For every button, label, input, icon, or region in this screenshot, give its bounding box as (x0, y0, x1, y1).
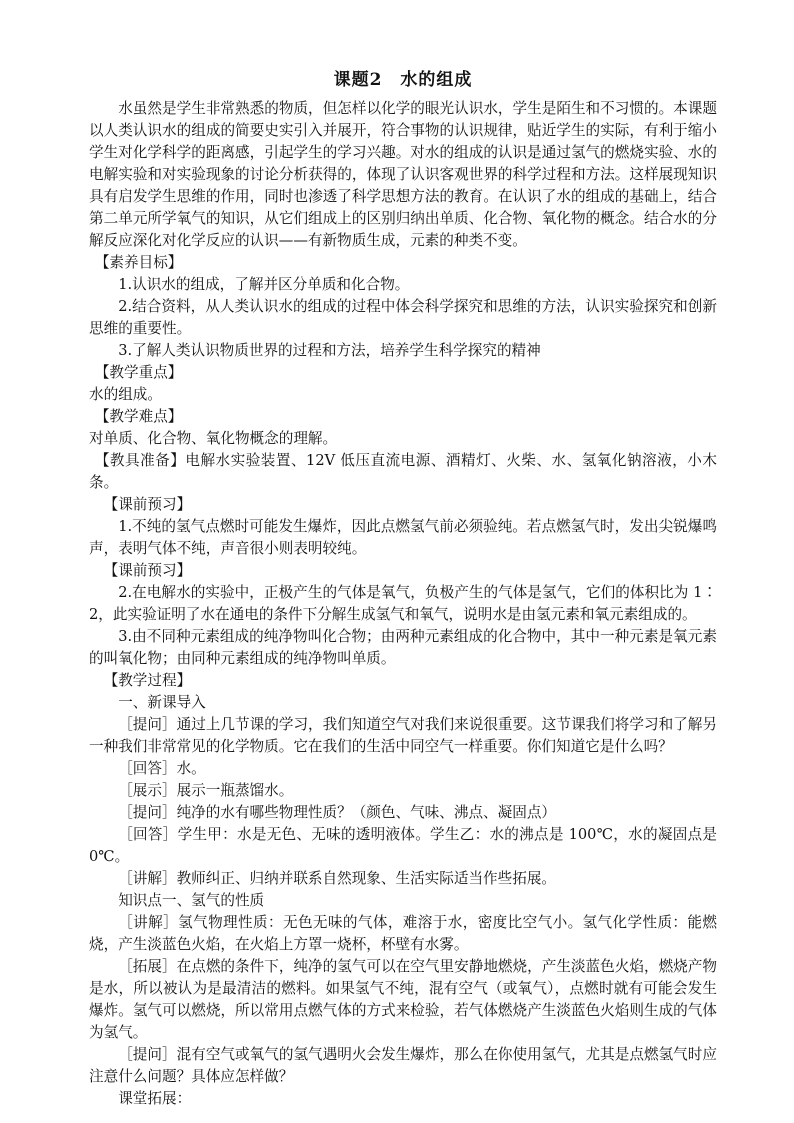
page-title: 课题2 水的组成 (333, 70, 473, 90)
materials-heading: 【教具准备】 (94, 452, 186, 469)
goals-heading: 【素养目标】 (94, 254, 183, 271)
intro-paragraph: 水虽然是学生非常熟悉的物质，但怎样以化学的眼光认识水，学生是陌生和不习惯的。本课题以人类认识水的组成的简要史实引入并展开，符合事物的认识规律，贴近学生的实际，有利于缩小学生对化学科学的距离感，引起学生的学习兴趣。对水的组成的认识是通过氢气的燃烧实验、水的电解实验和对实验现象的讨论分析获得的，体现了认识客观世界的科学过程和方法。这样展现知识具有启发学生思维的作用，同时也渗透了科学思想方法的教育。在认识了水的组成的基础上，结合第二单元所学氧气的知识，从它们组成上的区别归纳出单质、化合物、氧化物的概念。结合水的分解反应深化对化学反应的认识——有新物质生成，元素的种类不变。 (89, 100, 717, 249)
difficulty-heading: 【教学难点】 (94, 408, 183, 425)
process-line-4: ［提问］纯净的水有哪些物理性质？（颜色、气味、沸点、凝固点） (118, 804, 557, 821)
preview1-heading: 【课前预习】 (103, 496, 192, 513)
process-line-1: ［提问］通过上几节课的学习，我们知道空气对我们来说很重要。这节课我们将学习和了解另一种我们非常常见的化学物质。它在我们的生活中同空气一样重要。你们知道它是什么吗？ (89, 716, 717, 755)
materials-text: 电解水实验装置、12V 低压直流电源、酒精灯、火柴、水、氢氧化钠溶液，小木条。 (89, 452, 717, 491)
process-line-5: ［回答］学生甲：水是无色、无味的透明液体。学生乙：水的沸点是 100℃，水的凝固点是 0℃。 (89, 826, 717, 865)
classroom-extension: 课堂拓展： (118, 1090, 192, 1107)
section-new-lesson: 一、新课导入 (118, 694, 206, 711)
key-point-heading: 【教学重点】 (94, 364, 183, 381)
hydrogen-line-2: ［拓展］在点燃的条件下，纯净的氢气可以在空气里安静地燃烧，产生淡蓝色火焰，燃烧产物是水，所以被认为是最清洁的燃料。如果氢气不纯，混有空气（或氧气），点燃时就有可能会发生爆炸。氢气可以燃烧，所以常用点燃气体的方式来检验，若气体燃烧产生淡蓝色火焰则生成的气体为氢气。 (89, 958, 717, 1041)
process-line-3: ［展示］展示一瓶蒸馏水。 (118, 782, 294, 799)
key-point-text: 水的组成。 (89, 386, 162, 403)
goal-item-3: 3.了解人类认识物质世界的过程和方法，培养学生科学探究的精神 (118, 342, 541, 359)
goal-item-2: 2.结合资料，从人类认识水的组成的过程中体会科学探究和思维的方法，认识实验探究和创新思维的重要性。 (89, 298, 717, 337)
process-line-2: ［回答］水。 (118, 760, 206, 777)
section-hydrogen-properties: 知识点一、氢气的性质 (118, 892, 265, 909)
materials-paragraph (89, 450, 717, 494)
preview2-item-2: 2.在电解水的实验中，正极产生的气体是氧气，负极产生的气体是氢气，它们的体积比为 1∶2，此实验证明了水在通电的条件下分解生成氢气和氧气，说明水是由氢元素和氧元素组成的。 (89, 584, 717, 623)
goal-item-1: 1.认识水的组成，了解并区分单质和化合物。 (118, 276, 410, 293)
process-heading: 【教学过程】 (103, 672, 192, 689)
document-page (89, 68, 717, 1110)
preview2-item-3: 3.由不同种元素组成的纯净物叫化合物；由两种元素组成的化合物中，其中一种元素是氧元素的叫氧化物；由同种元素组成的纯净物叫单质。 (89, 628, 717, 667)
difficulty-text: 对单质、化合物、氧化物概念的理解。 (89, 430, 338, 447)
process-line-6: ［讲解］教师纠正、归纳并联系自然现象、生活实际适当作些拓展。 (118, 870, 557, 887)
hydrogen-line-3: ［提问］混有空气或氧气的氢气遇明火会发生爆炸，那么在你使用氢气，尤其是点燃氢气时应注意什么问题？具体应怎样做？ (89, 1046, 717, 1085)
preview2-heading: 【课前预习】 (103, 562, 192, 579)
preview1-item-1: 1.不纯的氢气点燃时可能发生爆炸，因此点燃氢气前必须验纯。若点燃氢气时，发出尖锐爆鸣声，表明气体不纯，声音很小则表明较纯。 (89, 518, 717, 557)
hydrogen-line-1: ［讲解］氢气物理性质：无色无味的气体，难溶于水，密度比空气小。氢气化学性质：能燃烧，产生淡蓝色火焰，在火焰上方罩一烧杯，杯壁有水雾。 (89, 914, 717, 953)
